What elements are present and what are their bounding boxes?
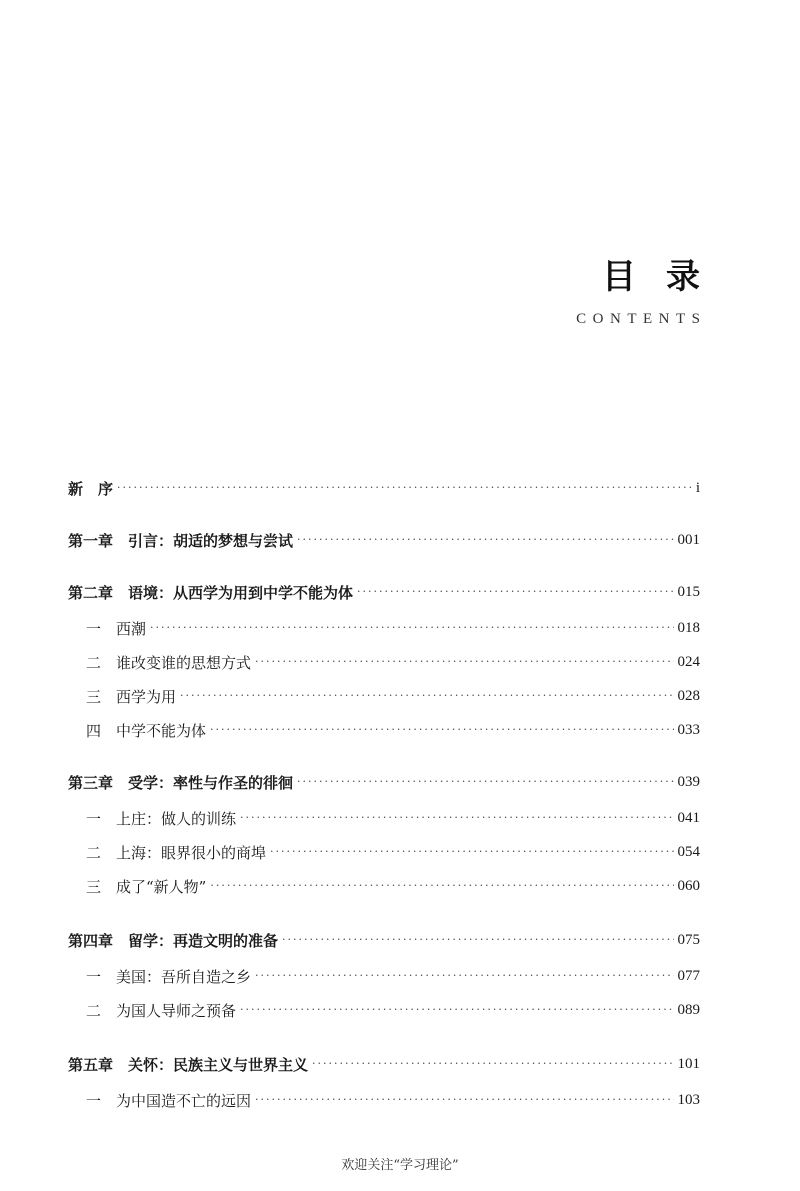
toc-page-number: 075	[677, 931, 700, 948]
toc-page-number: 024	[677, 653, 700, 670]
page-subtitle: CONTENTS	[576, 311, 707, 327]
contents-heading	[576, 255, 730, 328]
toc-page-number: 077	[677, 967, 700, 984]
toc-page-number: i	[695, 479, 700, 496]
page-title: 目录	[602, 257, 730, 297]
toc-entry-label: 三 西学为用	[86, 687, 177, 706]
toc-entry-label: 二 上海：眼界很小的商埠	[86, 843, 267, 862]
toc-chapter-entry[interactable]	[68, 925, 700, 955]
dot-leader	[297, 772, 673, 792]
toc-page-number: 039	[677, 773, 700, 790]
toc-entry-label: 第五章 关怀：民族主义与世界主义	[68, 1055, 309, 1074]
toc-chapter-entry[interactable]	[68, 525, 700, 555]
toc-entry-label: 三 成了“新人物”	[86, 877, 207, 896]
toc-entry-label: 新 序	[68, 479, 114, 498]
toc-page-number: 103	[677, 1091, 700, 1108]
toc-entry-label: 一 为中国造不亡的远因	[86, 1091, 252, 1110]
toc-chapter-entry[interactable]	[68, 767, 700, 797]
toc-entry-label: 一 美国：吾所自造之乡	[86, 967, 252, 986]
toc-section-entry[interactable]	[68, 613, 700, 643]
dot-leader	[117, 478, 692, 498]
toc-page-number: 041	[677, 809, 700, 826]
toc-section-entry[interactable]	[68, 715, 700, 745]
toc-entry-label: 四 中学不能为体	[86, 721, 207, 740]
dot-leader	[270, 842, 673, 862]
toc-entry-label: 第一章 引言：胡适的梦想与尝试	[68, 531, 294, 550]
toc-section-entry[interactable]	[68, 961, 700, 991]
toc-chapter-entry[interactable]	[68, 473, 700, 503]
toc-section-entry[interactable]	[68, 681, 700, 711]
toc-section-entry[interactable]	[68, 995, 700, 1025]
toc-entry-label: 第二章 语境：从西学为用到中学不能为体	[68, 583, 354, 602]
toc-entry-label: 第四章 留学：再造文明的准备	[68, 931, 279, 950]
toc-chapter-entry[interactable]	[68, 577, 700, 607]
toc-page-number: 015	[677, 583, 700, 600]
toc-entry-label: 二 为国人导师之预备	[86, 1001, 237, 1020]
footer-note: 欢迎关注“学习理论”	[341, 1158, 459, 1173]
toc-page-number: 001	[677, 531, 700, 548]
toc-section-entry[interactable]	[68, 837, 700, 867]
dot-leader	[240, 808, 673, 828]
toc-page-number: 089	[677, 1001, 700, 1018]
dot-leader	[312, 1054, 673, 1074]
toc-entry-label: 第三章 受学：率性与作圣的徘徊	[68, 773, 294, 792]
toc-page-number: 033	[677, 721, 700, 738]
toc-section-entry[interactable]	[68, 647, 700, 677]
toc-entry-label: 一 上庄：做人的训练	[86, 809, 237, 828]
toc-entry-label: 一 西潮	[86, 619, 147, 638]
toc-section-entry[interactable]	[68, 871, 700, 901]
toc-section-entry[interactable]	[68, 803, 700, 833]
dot-leader	[357, 582, 673, 602]
toc-page-number: 018	[677, 619, 700, 636]
toc-chapter-entry[interactable]	[68, 1049, 700, 1079]
dot-leader	[210, 876, 673, 896]
dot-leader	[180, 686, 673, 706]
toc-page-number: 101	[677, 1055, 700, 1072]
dot-leader	[255, 966, 673, 986]
dot-leader	[210, 720, 673, 740]
toc-section-entry[interactable]	[68, 1085, 700, 1115]
dot-leader	[255, 1090, 673, 1110]
dot-leader	[282, 930, 673, 950]
dot-leader	[150, 618, 673, 638]
toc-page-number: 054	[677, 843, 700, 860]
toc-page-number: 028	[677, 687, 700, 704]
toc-page-number: 060	[677, 877, 700, 894]
dot-leader	[297, 530, 673, 550]
toc-entry-label: 二 谁改变谁的思想方式	[86, 653, 252, 672]
dot-leader	[240, 1000, 673, 1020]
dot-leader	[255, 652, 673, 672]
